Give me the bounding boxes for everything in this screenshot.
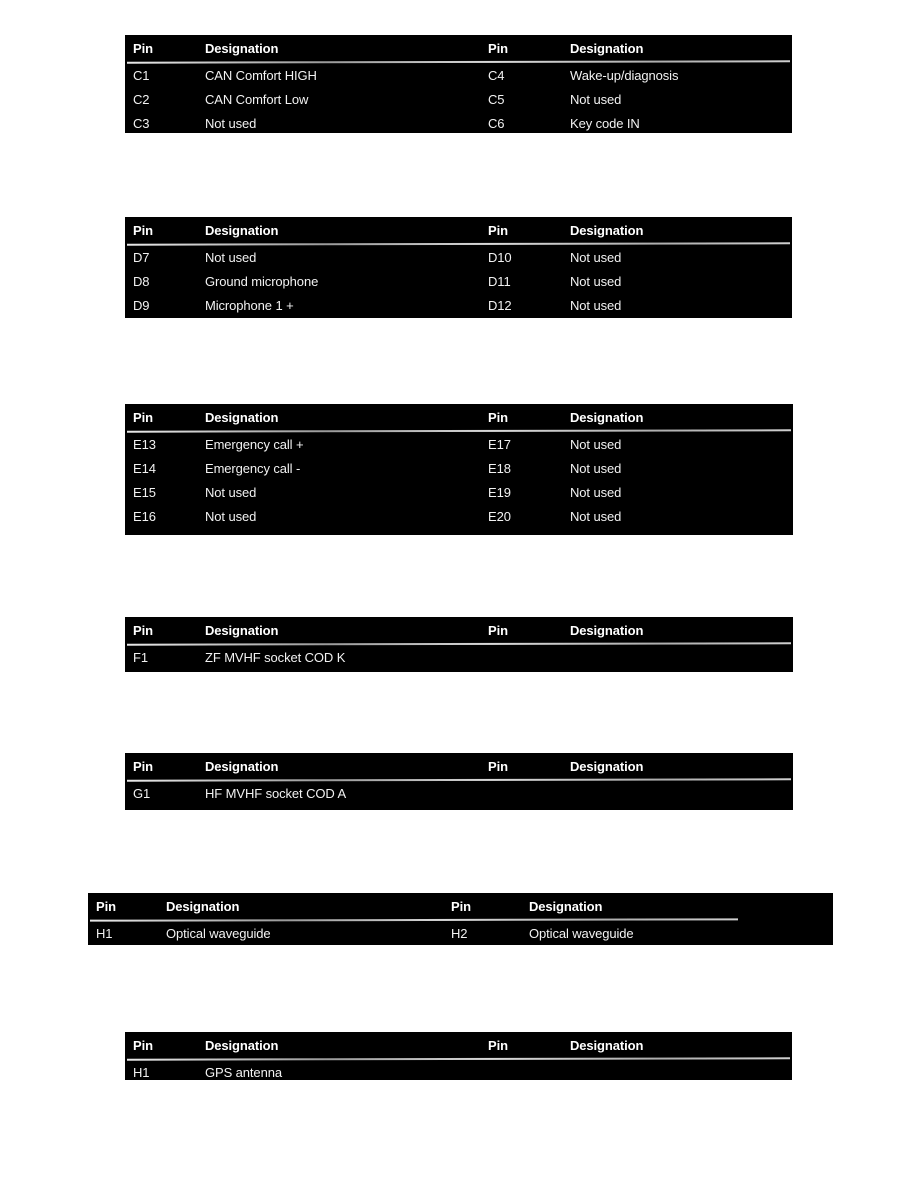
pin-table-connector-e	[125, 404, 793, 535]
designation-cell: Not used	[570, 273, 622, 289]
designation-column-header: Designation	[529, 898, 603, 914]
designation-cell: Not used	[205, 249, 257, 265]
designation-cell: Not used	[205, 484, 257, 500]
pin-column-header: Pin	[488, 222, 508, 238]
pin-cell: D12	[488, 297, 512, 313]
pin-cell: F1	[133, 649, 148, 665]
table-row	[125, 1060, 792, 1080]
pin-cell: E13	[133, 436, 156, 452]
table-row	[125, 645, 793, 669]
designation-cell: Not used	[205, 115, 257, 131]
pin-cell: H1	[133, 1064, 150, 1080]
designation-cell: Microphone 1 +	[205, 297, 294, 313]
designation-cell: CAN Comfort HIGH	[205, 67, 317, 83]
pin-column-header: Pin	[133, 40, 153, 56]
pin-cell: C4	[488, 67, 505, 83]
pin-column-header: Pin	[133, 409, 153, 425]
designation-column-header: Designation	[570, 1037, 644, 1053]
designation-cell: Key code IN	[570, 115, 640, 131]
designation-cell: Not used	[570, 249, 622, 265]
table-row	[125, 87, 792, 111]
pin-cell: E17	[488, 436, 511, 452]
pin-column-header: Pin	[451, 898, 471, 914]
designation-cell: Emergency call +	[205, 436, 304, 452]
designation-column-header: Designation	[570, 40, 644, 56]
pin-cell: E20	[488, 508, 511, 524]
pin-table-connector-g	[125, 753, 793, 810]
table-row	[125, 504, 793, 528]
pin-column-header: Pin	[133, 622, 153, 638]
designation-cell: HF MVHF socket COD A	[205, 785, 347, 801]
designation-column-header: Designation	[205, 40, 279, 56]
designation-column-header: Designation	[205, 1037, 279, 1053]
designation-cell: Not used	[570, 508, 622, 524]
designation-column-header: Designation	[570, 222, 644, 238]
designation-cell: Not used	[570, 297, 622, 313]
pin-cell: C6	[488, 115, 505, 131]
pin-cell: C5	[488, 91, 505, 107]
pin-cell: E16	[133, 508, 156, 524]
table-header	[125, 753, 793, 779]
table-row	[125, 480, 793, 504]
pin-cell: E19	[488, 484, 511, 500]
pin-column-header: Pin	[96, 898, 116, 914]
pin-column-header: Pin	[133, 222, 153, 238]
pin-cell: D11	[488, 273, 511, 289]
pin-table-connector-d	[125, 217, 792, 318]
table-header	[125, 404, 793, 430]
designation-column-header: Designation	[205, 222, 279, 238]
table-header	[125, 217, 792, 243]
designation-column-header: Designation	[570, 758, 644, 774]
designation-cell: Optical waveguide	[529, 925, 634, 941]
table-row	[88, 921, 833, 945]
designation-cell: Wake-up/diagnosis	[570, 67, 679, 83]
pin-cell: C2	[133, 91, 150, 107]
table-row	[125, 293, 792, 317]
pin-cell: E18	[488, 460, 511, 476]
pin-cell: H2	[451, 925, 468, 941]
table-header	[88, 893, 833, 919]
pin-cell: D8	[133, 273, 150, 289]
designation-column-header: Designation	[570, 622, 644, 638]
designation-cell: Emergency call -	[205, 460, 301, 476]
designation-column-header: Designation	[205, 622, 279, 638]
designation-column-header: Designation	[205, 409, 279, 425]
designation-cell: Optical waveguide	[166, 925, 271, 941]
designation-cell: Not used	[570, 460, 622, 476]
pin-table-connector-h-optical	[88, 893, 833, 945]
table-row	[125, 245, 792, 269]
designation-column-header: Designation	[205, 758, 279, 774]
pin-cell: D10	[488, 249, 512, 265]
table-row	[125, 781, 793, 805]
pin-table-connector-c	[125, 35, 792, 133]
designation-cell: ZF MVHF socket COD K	[205, 649, 346, 665]
table-row	[125, 111, 792, 133]
table-header	[125, 1032, 792, 1058]
pin-cell: C1	[133, 67, 150, 83]
designation-cell: Ground microphone	[205, 273, 319, 289]
pin-column-header: Pin	[488, 40, 508, 56]
pin-table-connector-f	[125, 617, 793, 672]
designation-cell: CAN Comfort Low	[205, 91, 309, 107]
table-row	[125, 456, 793, 480]
pin-cell: D7	[133, 249, 150, 265]
designation-cell: Not used	[570, 91, 622, 107]
pin-column-header: Pin	[488, 409, 508, 425]
pin-column-header: Pin	[488, 622, 508, 638]
pin-column-header: Pin	[133, 1037, 153, 1053]
pin-cell: E15	[133, 484, 156, 500]
designation-cell: Not used	[205, 508, 257, 524]
designation-cell: GPS antenna	[205, 1064, 282, 1080]
designation-column-header: Designation	[166, 898, 240, 914]
pin-cell: D9	[133, 297, 150, 313]
pin-cell: E14	[133, 460, 156, 476]
designation-column-header: Designation	[570, 409, 644, 425]
pin-cell: G1	[133, 785, 151, 801]
pin-column-header: Pin	[488, 1037, 508, 1053]
pin-column-header: Pin	[133, 758, 153, 774]
table-header	[125, 35, 792, 61]
designation-cell: Not used	[570, 484, 622, 500]
pin-cell: H1	[96, 925, 113, 941]
table-header	[125, 617, 793, 643]
table-row	[125, 432, 793, 456]
pin-cell: C3	[133, 115, 150, 131]
pin-table-connector-h-gps	[125, 1032, 792, 1080]
table-row	[125, 269, 792, 293]
designation-cell: Not used	[570, 436, 622, 452]
table-row	[125, 63, 792, 87]
pin-column-header: Pin	[488, 758, 508, 774]
